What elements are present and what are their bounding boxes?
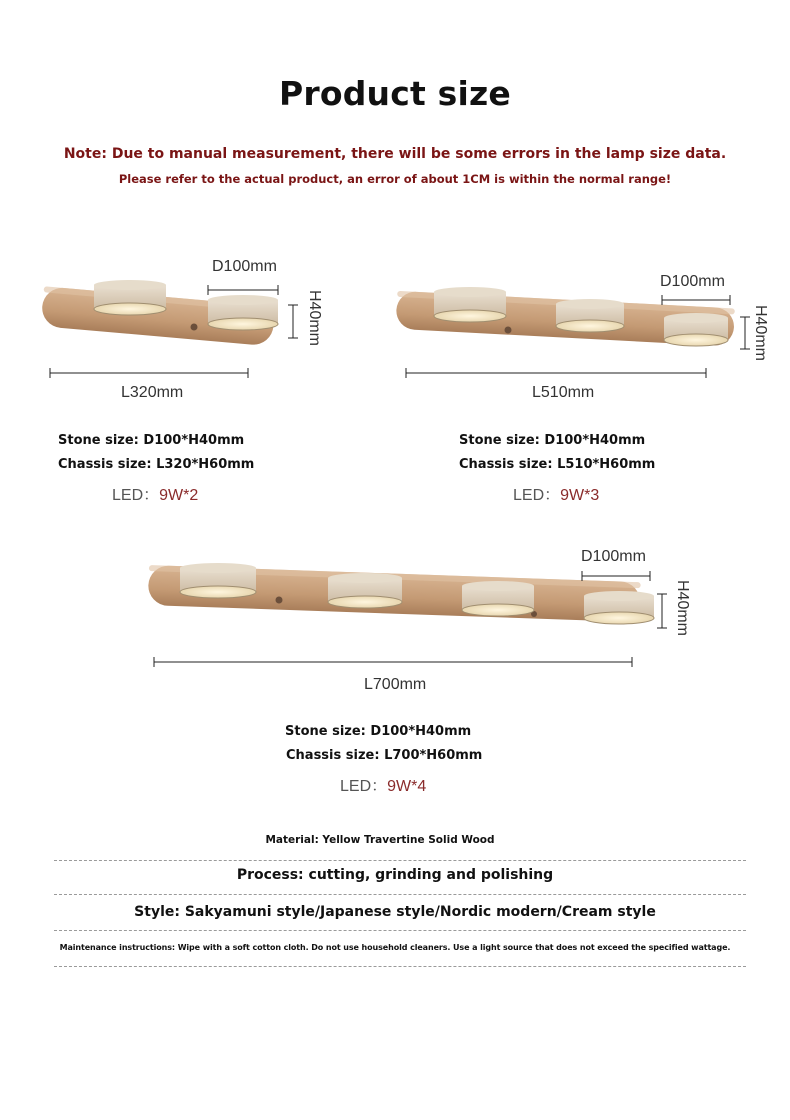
lamp-2-height: H40mm (306, 290, 323, 347)
lamp-4-length: L700mm (364, 676, 427, 693)
lamp-2-chassis-size: Chassis size: L320*H60mm (58, 457, 255, 472)
divider (54, 966, 746, 967)
lamp-3-height: H40mm (752, 305, 769, 362)
lamp-3-led-value: 9W*3 (560, 487, 600, 504)
lamp-2-diameter: D100mm (212, 258, 277, 275)
lamp-4-dimension-lines (148, 568, 678, 678)
lamp-2-length: L320mm (121, 384, 184, 401)
material-text: Material: Yellow Travertine Solid Wood (265, 834, 495, 846)
maintenance-text: Maintenance instructions: Wipe with a soft cotton cloth. Do not use household cleaners. Use a light source that does not exceed the specified wattage. (59, 943, 731, 952)
style-text: Style: Sakyamuni style/Japanese style/Nordic modern/Cream style (134, 904, 656, 920)
lamp-3-length: L510mm (532, 384, 595, 401)
divider (54, 860, 746, 861)
lamp-2-led: LED：9W*2 (112, 487, 199, 504)
lamp-4-chassis-size: Chassis size: L700*H60mm (286, 748, 483, 763)
measurement-note: Note: Due to manual measurement, there will be some errors in the lamp size data. (63, 146, 727, 162)
lamp-3-led: LED：9W*3 (513, 487, 600, 504)
lamp-3-diameter: D100mm (660, 273, 725, 290)
lamp-3-stone-size: Stone size: D100*H40mm (459, 433, 646, 448)
lamp-2-led-value: 9W*2 (159, 487, 199, 504)
divider (54, 930, 746, 931)
lamp-3-chassis-size: Chassis size: L510*H60mm (459, 457, 656, 472)
lamp-4-led: LED：9W*4 (340, 778, 427, 795)
lamp-4-diameter: D100mm (581, 548, 646, 565)
page-title: Product size (278, 74, 511, 113)
lamp-2-stone-size: Stone size: D100*H40mm (58, 433, 245, 448)
lamp-4-stone-size: Stone size: D100*H40mm (285, 724, 472, 739)
lamp-3-dimension-lines (400, 290, 780, 390)
lamp-4-led-value: 9W*4 (387, 778, 427, 795)
tolerance-note: Please refer to the actual product, an error of about 1CM is within the normal range! (118, 172, 672, 186)
divider (54, 894, 746, 895)
process-text: Process: cutting, grinding and polishing (236, 867, 554, 883)
lamp-4-height: H40mm (674, 580, 691, 637)
lamp-2-dimension-lines (40, 280, 340, 390)
